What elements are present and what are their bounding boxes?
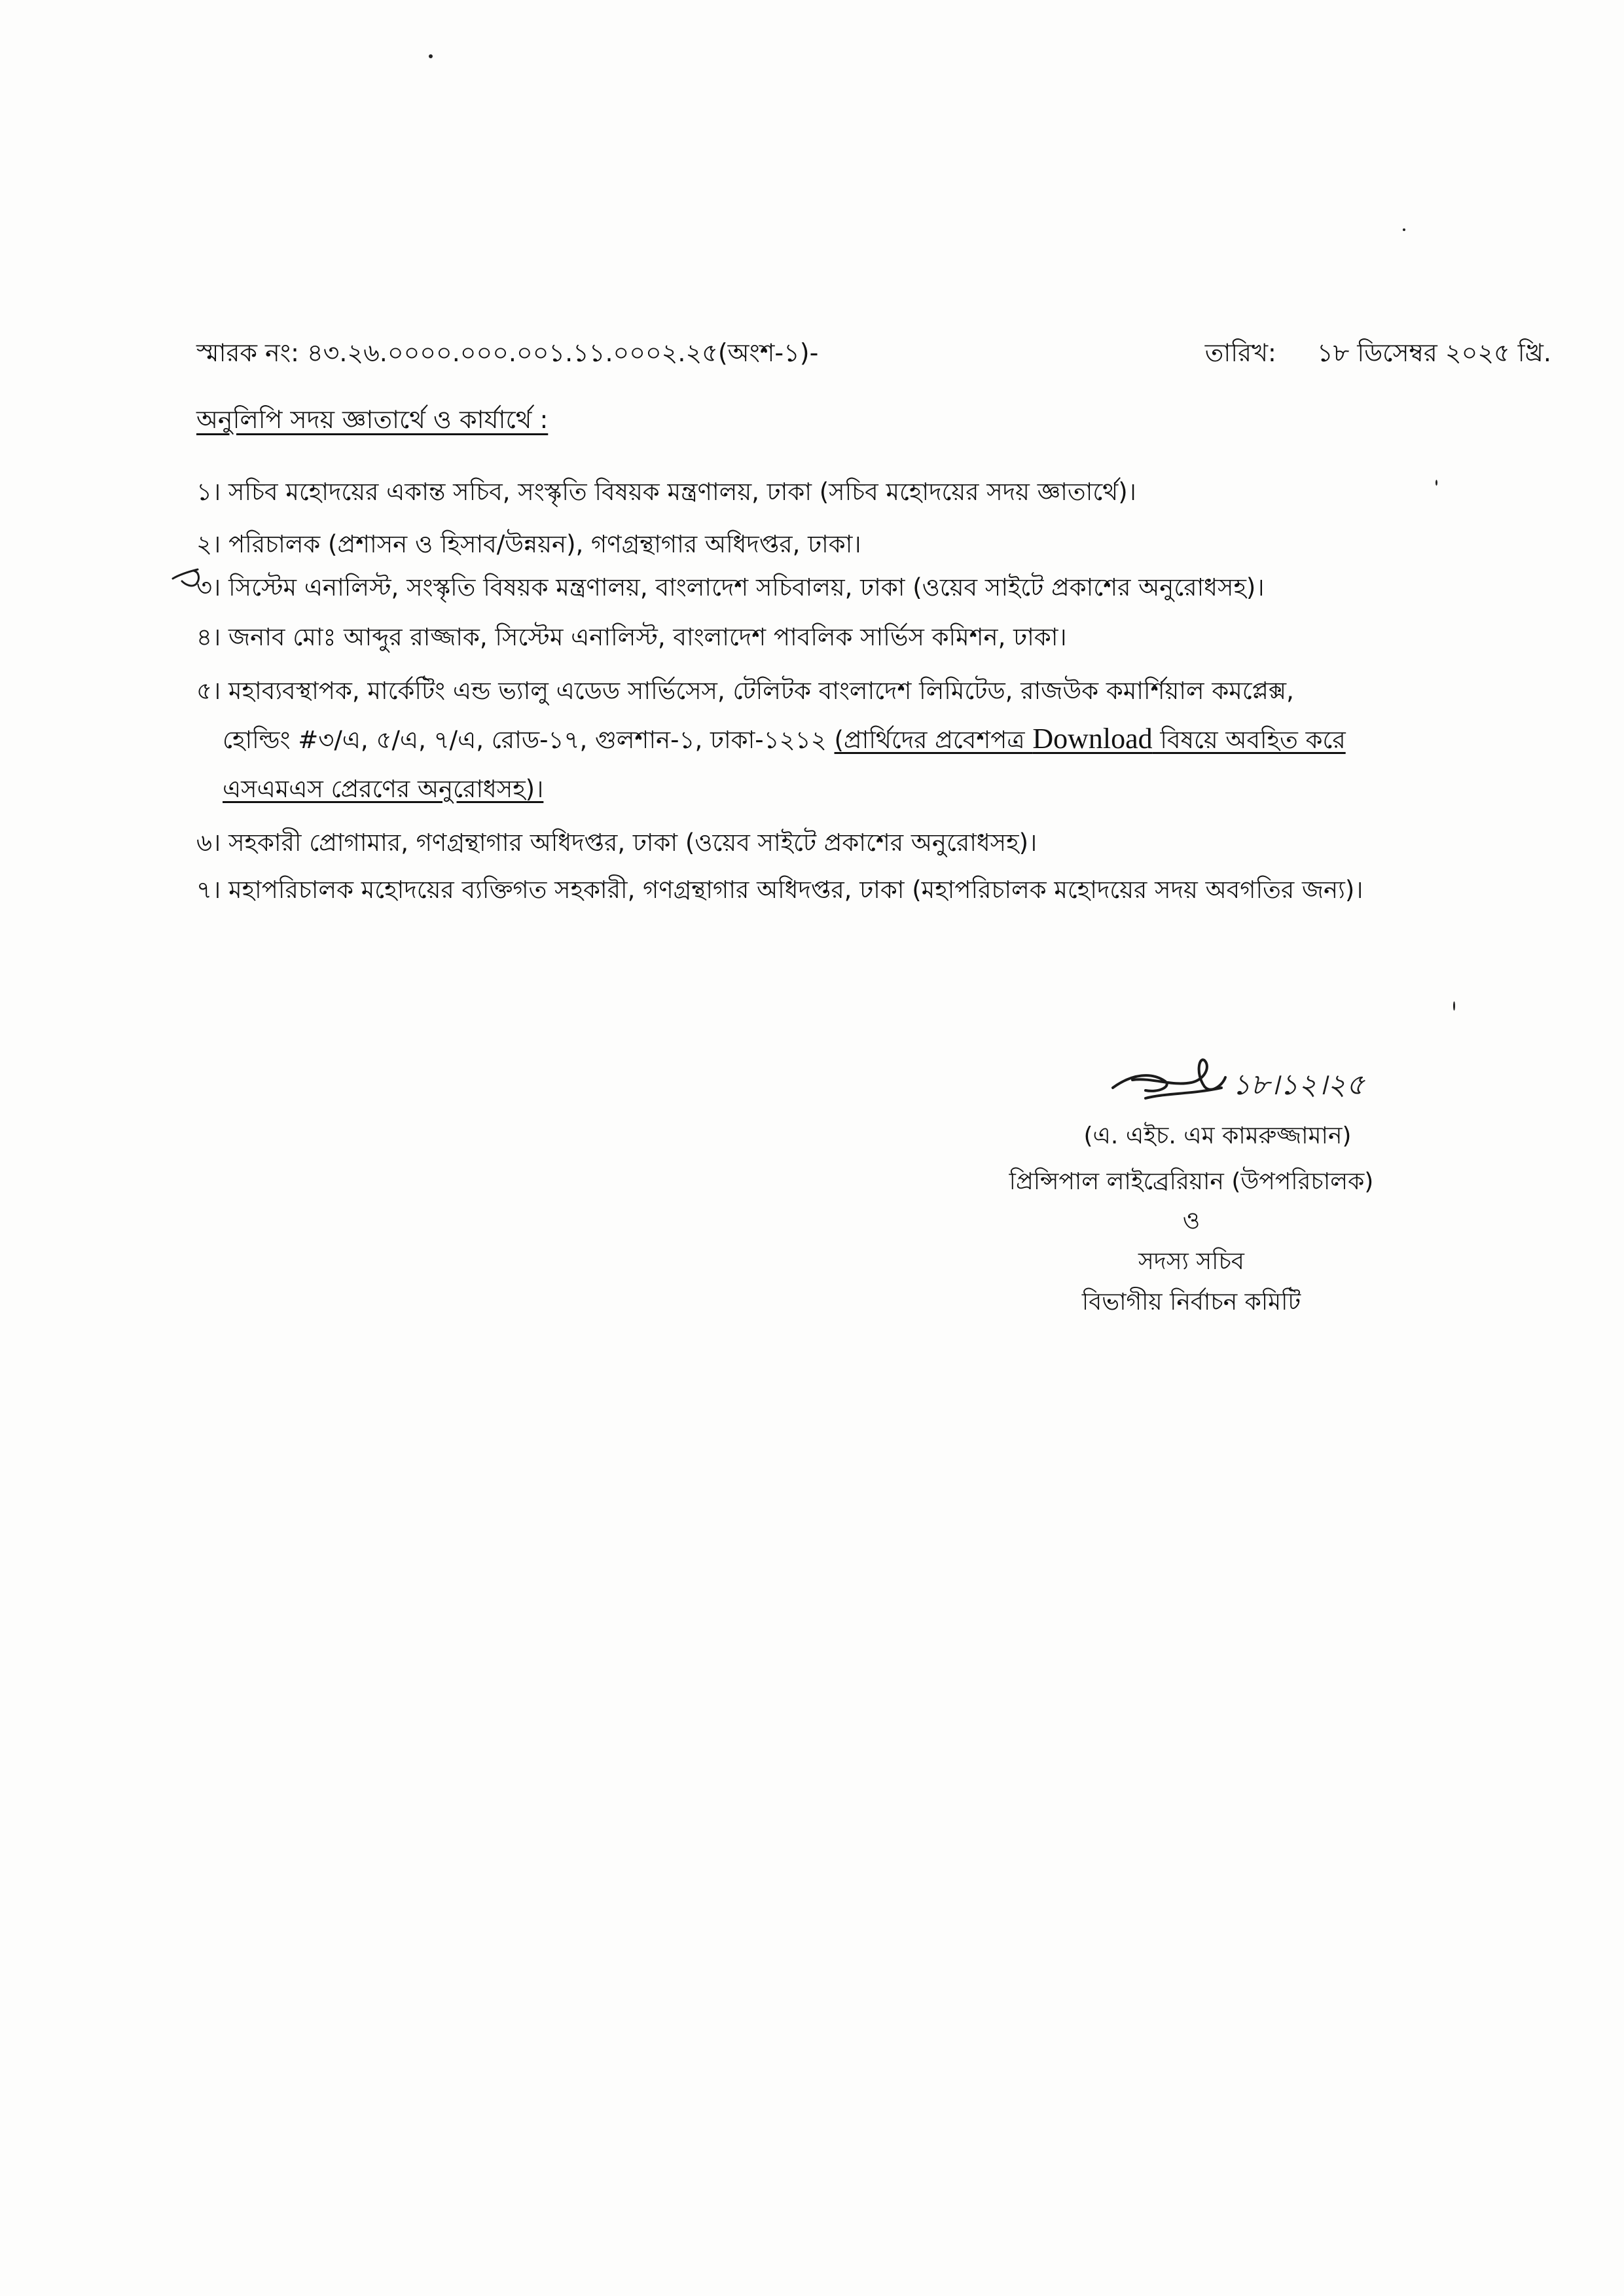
recipient-list bbox=[196, 473, 1506, 916]
date-value: ১৮ ডিসেম্বর ২০২৫ খ্রি. bbox=[1316, 338, 1551, 367]
item-text: সিস্টেম এনালিস্ট, সংস্কৃতি বিষয়ক মন্ত্রণালয়, বাংলাদেশ সচিবালয়, ঢাকা (ওয়েব সাইটে প্রকাশের অনুরোধসহ)। bbox=[228, 573, 1265, 601]
scan-speck bbox=[1453, 1001, 1455, 1011]
item-number: ৩। bbox=[196, 573, 221, 601]
signature-block bbox=[929, 1047, 1453, 1329]
memo-number: স্মারক নং: ৪৩.২৬.০০০০.০০০.০০১.১১.০০০২.২৫(অংশ-১)- bbox=[196, 338, 819, 367]
item-line-2 bbox=[196, 721, 1506, 762]
item-number: ৭। bbox=[196, 876, 221, 904]
item-text: মহাব্যবস্থাপক, মার্কেটিং এন্ড ভ্যালু এডেড সার্ভিসেস, টেলিটক বাংলাদেশ লিমিটেড, রাজউক কমার্শিয়াল কমপ্লেক্স, bbox=[228, 677, 1294, 705]
signatory-name: (এ. এইচ. এম কামরুজ্জামান) bbox=[1083, 1122, 1352, 1149]
item-number: ১। bbox=[196, 478, 221, 506]
item-text: সচিব মহোদয়ের একান্ত সচিব, সংস্কৃতি বিষয়ক মন্ত্রণালয়, ঢাকা (সচিব মহোদয়ের সদয় জ্ঞাতার্থে)। bbox=[228, 478, 1136, 506]
scan-speck bbox=[1403, 228, 1405, 231]
item-number: ৫। bbox=[196, 677, 221, 705]
list-item bbox=[196, 870, 1506, 916]
item-text: সহকারী প্রোগামার, গণগ্রন্থাগার অধিদপ্তর, ঢাকা (ওয়েব সাইটে প্রকাশের অনুরোধসহ)। bbox=[228, 829, 1038, 857]
item-line-3: এসএমএস প্রেরণের অনুরোধসহ)। bbox=[223, 775, 544, 803]
item-number: ৬। bbox=[196, 829, 221, 857]
date-label: তারিখ: bbox=[1204, 338, 1276, 367]
copy-heading: অনুলিপি সদয় জ্ঞাতার্থে ও কার্যার্থে : bbox=[196, 405, 549, 434]
signatory-conjunction: ও bbox=[1182, 1208, 1200, 1234]
list-item bbox=[196, 672, 1506, 823]
address-text: হোল্ডিং #৩/এ, ৫/এ, ৭/এ, রোড-১৭, গুলশান-১, ঢাকা-১২১২ bbox=[223, 726, 835, 754]
scan-speck bbox=[429, 54, 433, 58]
item-line-1 bbox=[196, 677, 1294, 705]
signature-date: ১৮।১২।২৫ bbox=[1232, 1068, 1365, 1102]
request-text-a: (প্রার্থিদের প্রবেশপত্র bbox=[834, 726, 1033, 754]
item-number: ৪। bbox=[196, 623, 221, 651]
item-text: পরিচালক (প্রশাসন ও হিসাব/উন্নয়ন), গণগ্রন্থাগার অধিদপ্তর, ঢাকা। bbox=[228, 530, 861, 558]
list-item bbox=[196, 473, 1506, 525]
list-item bbox=[196, 618, 1506, 672]
signatory-committee: বিভাগীয় নির্বাচন কমিটি bbox=[1081, 1289, 1301, 1316]
item-text: জনাব মোঃ আব্দুর রাজ্জাক, সিস্টেম এনালিস্ট, বাংলাদেশ পাবলিক সার্ভিস কমিশন, ঢাকা। bbox=[228, 623, 1067, 651]
list-item bbox=[196, 525, 1506, 568]
download-word: Download bbox=[1032, 723, 1153, 755]
underlined-request bbox=[834, 723, 1346, 755]
signatory-role: সদস্য সচিব bbox=[1138, 1248, 1244, 1275]
handwritten-tick-icon bbox=[170, 559, 204, 598]
list-item bbox=[196, 568, 1506, 618]
memo-date bbox=[1205, 334, 1551, 376]
list-item bbox=[196, 823, 1506, 870]
signature-icon bbox=[1106, 1047, 1407, 1119]
item-number: ২। bbox=[196, 530, 221, 558]
request-text-b: বিষয়ে অবহিত করে bbox=[1152, 726, 1346, 754]
signatory-title: প্রিন্সিপাল লাইব্রেরিয়ান (উপপরিচালক) bbox=[1009, 1168, 1374, 1195]
item-text: মহাপরিচালক মহোদয়ের ব্যক্তিগত সহকারী, গণগ্রন্থাগার অধিদপ্তর, ঢাকা (মহাপরিচালক মহোদয়ের সদয় অবগতির জন্য)। bbox=[228, 876, 1363, 904]
